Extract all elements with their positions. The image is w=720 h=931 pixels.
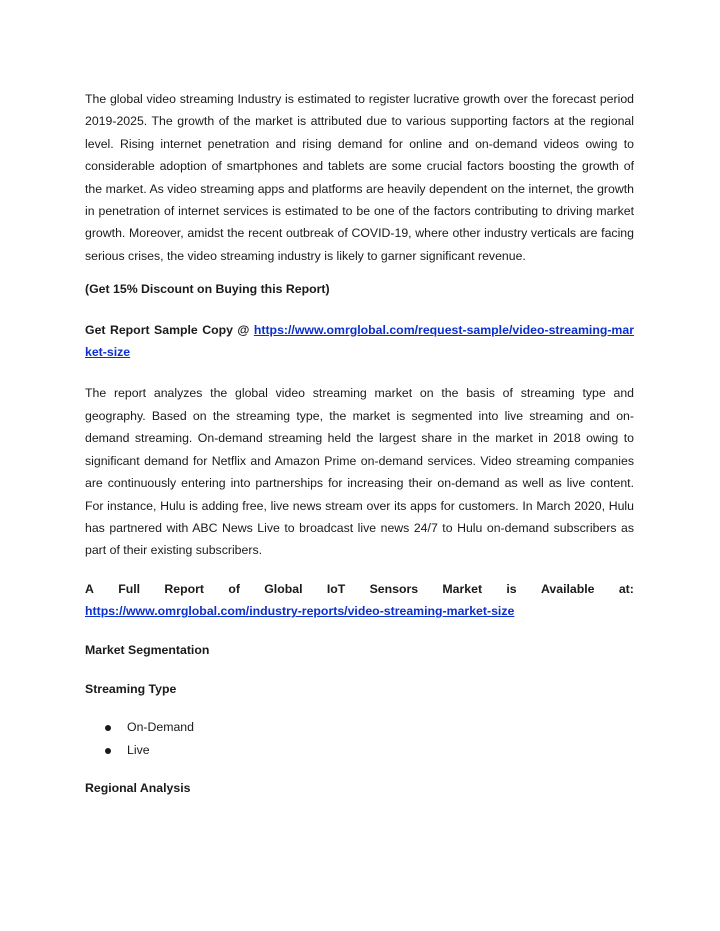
sample-copy-label: Get Report Sample Copy @ xyxy=(85,322,250,337)
report-word: of xyxy=(228,581,240,596)
report-word: at: xyxy=(618,581,634,596)
discount-text: (Get 15% Discount on Buying this Report) xyxy=(85,282,330,297)
streaming-type-heading: Streaming Type xyxy=(85,681,177,696)
report-word: Available xyxy=(540,581,595,596)
report-word: IoT xyxy=(326,581,346,596)
streaming-type-list xyxy=(85,716,634,761)
full-report-line xyxy=(85,578,634,623)
report-word: A xyxy=(85,581,94,596)
intro-paragraph: The global video streaming Industry is estimated to register lucrative growth over the forecast period 2019-2025. The growth of the market is attributed due to various supporting factors at the regional level. Rising internet penetration and rising demand for online and on-demand videos owing to considerable adoption of smartphones and tablets are some crucial factors boosting the growth of the market. As video streaming apps and platforms are heavily dependent on the internet, the growth in penetration of internet services is estimated to be one of the factors contributing to driving market growth. Moreover, amidst the recent outbreak of COVID-19, where other industry verticals are facing serious crises, the video streaming industry is likely to garner significant revenue. xyxy=(85,92,634,263)
list-item xyxy=(105,739,634,761)
sample-copy-link[interactable]: https://www.omrglobal.com/request-sample/video-streaming-market-size xyxy=(85,322,634,360)
list-item-label: On-Demand xyxy=(127,720,194,735)
list-item xyxy=(105,716,634,738)
full-report-link[interactable]: https://www.omrglobal.com/industry-reports/video-streaming-market-size xyxy=(85,604,515,619)
report-word: Market xyxy=(442,581,483,596)
regional-analysis-heading: Regional Analysis xyxy=(85,781,191,796)
full-report-label xyxy=(85,578,634,600)
report-word: Report xyxy=(164,581,204,596)
report-word: is xyxy=(506,581,517,596)
sample-copy-line xyxy=(85,319,634,364)
analysis-paragraph: The report analyzes the global video streaming market on the basis of streaming type and geography. Based on the streaming type, the market is segmented into live streaming and on-demand streaming. On-demand streaming held the largest share in the market in 2018 owing to significant demand for Netflix and Amazon Prime on-demand services. Video streaming companies are continuously entering into partnerships for increasing their on-demand as well as live content. For instance, Hulu is adding free, live news stream over its apps for customers. In March 2020, Hulu has partnered with ABC News Live to broadcast live news 24/7 to Hulu on-demand subscribers as part of their existing subscribers. xyxy=(85,386,634,558)
report-word: Full xyxy=(118,581,141,596)
list-item-label: Live xyxy=(127,742,150,757)
market-segmentation-heading: Market Segmentation xyxy=(85,642,210,657)
report-word: Sensors xyxy=(369,581,419,596)
bullet-icon xyxy=(105,748,111,754)
document-page xyxy=(85,88,634,800)
report-word: Global xyxy=(264,581,303,596)
bullet-icon xyxy=(105,725,111,731)
